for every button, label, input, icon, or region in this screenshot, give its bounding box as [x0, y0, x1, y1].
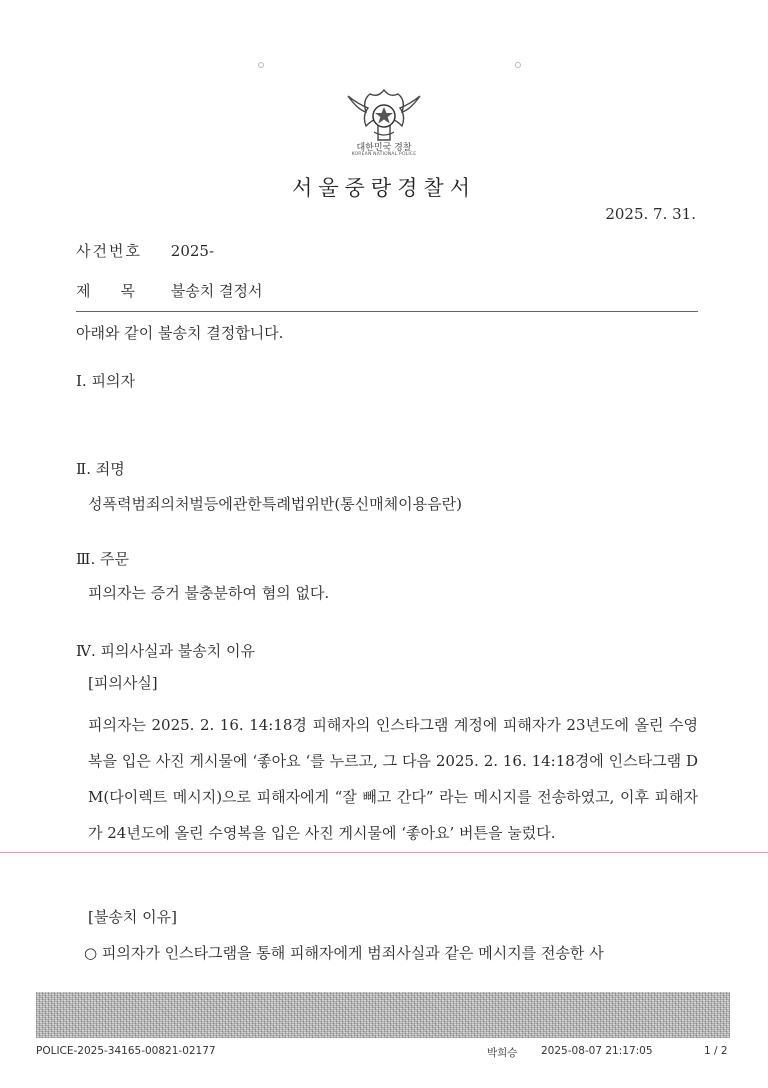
subject-label: 제 목 — [76, 282, 135, 300]
document-id: POLICE-2025-34165-00821-02177 — [36, 1045, 216, 1057]
facts-label: [피의사실] — [88, 674, 158, 692]
document-date: 2025. 7. 31. — [605, 205, 696, 223]
section-facts-heading: Ⅳ. 피의사실과 불송치 이유 — [76, 642, 255, 660]
case-number-value: 2025- — [170, 242, 215, 260]
section-charge-heading: Ⅱ. 죄명 — [76, 460, 125, 478]
section-order-heading: Ⅲ. 주문 — [76, 550, 129, 568]
divider — [76, 311, 698, 312]
emblem-label: 대한민국 경찰 — [356, 143, 412, 153]
facts-paragraph: 피의자는 2025. 2. 16. 14:18경 피해자의 인스타그램 계정에 피해자가 23년도에 올린 수영복을 입은 사진 게시물에 ‘좋아요 ‘를 누르고, 그 다음 2025. 2. 16. 14:18경에 인스타그램 DM(다이렉트 메시지)으로 피해자에게 “잘 빼고 간다” 라는 메시지를 전송하였고, 이후 피해자가 24년도에 올린 수영복을 입은 사진 게시물에 ‘좋아요’ 버튼을 눌렀다. — [88, 716, 698, 842]
station-title: 서울중랑경찰서 — [291, 176, 476, 200]
punch-dot — [515, 62, 521, 68]
subject-value: 불송치 결정서 — [170, 282, 263, 300]
order-text: 피의자는 증거 불충분하여 혐의 없다. — [88, 584, 330, 602]
case-number-row — [76, 240, 214, 261]
case-number-label: 사건번호 — [76, 242, 142, 260]
security-pattern — [36, 992, 730, 1038]
intro-text: 아래와 같이 불송치 결정합니다. — [76, 324, 284, 342]
subject-row — [76, 280, 263, 301]
page-number: 1 / 2 — [704, 1045, 728, 1057]
page-fold-line — [0, 852, 768, 853]
police-emblem-icon — [344, 82, 424, 148]
reason-label: [불송치 이유] — [88, 908, 177, 926]
printed-at: 2025-08-07 21:17:05 — [541, 1045, 653, 1057]
section-suspect-heading: Ⅰ. 피의자 — [76, 372, 135, 390]
punch-dot — [258, 62, 264, 68]
emblem-label-en: KOREAN NATIONAL POLICE — [351, 152, 417, 157]
reason-text: ○ 피의자가 인스타그램을 통해 피해자에게 범죄사실과 같은 메시지를 전송한 사 — [84, 944, 604, 962]
printed-by: 박희승 — [487, 1047, 518, 1059]
charge-text: 성폭력범죄의처벌등에관한특례법위반(통신매체이용음란) — [88, 495, 462, 513]
